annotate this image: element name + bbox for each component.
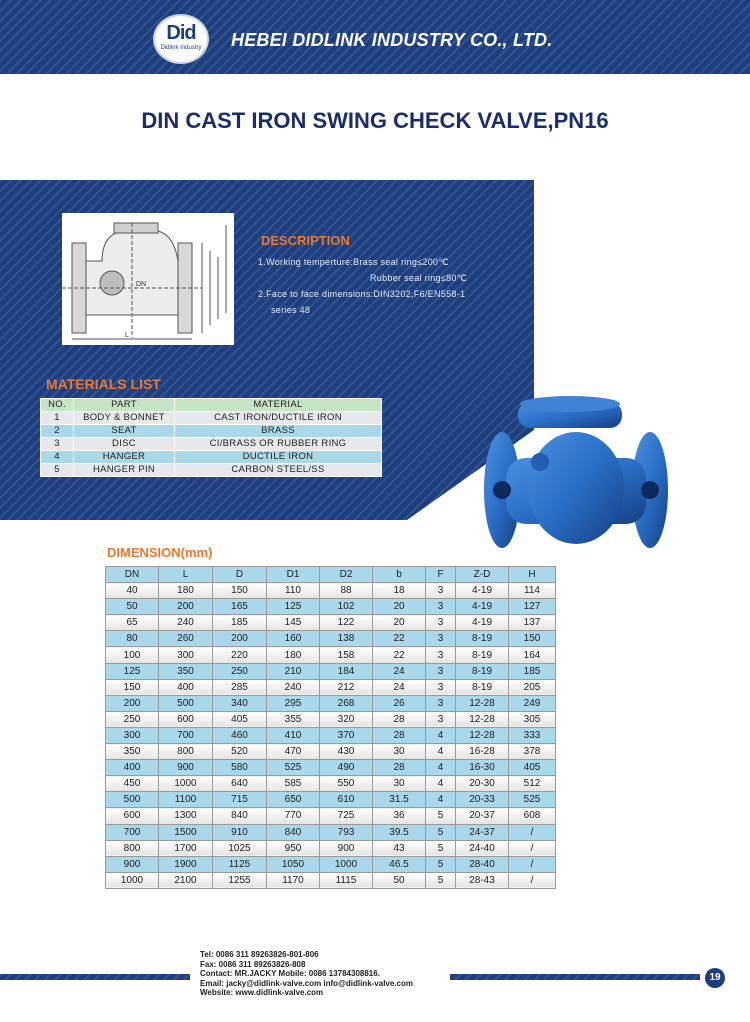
table-cell: 12-28 — [456, 695, 509, 711]
table-cell: 4 — [426, 760, 456, 776]
table-cell: 840 — [213, 808, 267, 824]
table-cell: 24 — [373, 679, 426, 695]
table-cell: 1050 — [267, 856, 320, 872]
dimension-table — [105, 566, 556, 889]
table-cell: 200 — [159, 599, 213, 615]
table-cell: 800 — [106, 840, 159, 856]
table-cell: 3 — [426, 679, 456, 695]
table-cell: 16-30 — [456, 760, 509, 776]
dimension-table-body — [106, 583, 556, 889]
table-cell: 3 — [426, 615, 456, 631]
table-cell: 8-19 — [456, 679, 509, 695]
table-cell: 5 — [41, 464, 74, 477]
header-cell: D — [213, 567, 267, 583]
company-logo — [153, 14, 209, 64]
header-cell: Z-D — [456, 567, 509, 583]
table-cell: 46.5 — [373, 856, 426, 872]
header-cell: NO. — [41, 399, 74, 412]
table-cell: 212 — [320, 679, 373, 695]
table-cell: 180 — [159, 583, 213, 599]
valve-illustration-svg — [478, 396, 674, 552]
table-cell: 4-19 — [456, 583, 509, 599]
description-line: 2.Face to face dimensions:DIN3202,F6/EN558-1 — [258, 289, 466, 299]
table-row — [106, 599, 556, 615]
header-cell: F — [426, 567, 456, 583]
header-banner — [0, 0, 750, 74]
dimension-heading: DIMENSION(mm) — [107, 545, 213, 560]
header-cell: D1 — [267, 567, 320, 583]
table-cell: DUCTILE IRON — [175, 451, 382, 464]
table-cell: 460 — [213, 727, 267, 743]
table-row — [106, 792, 556, 808]
table-cell: 31.5 — [373, 792, 426, 808]
table-row — [106, 824, 556, 840]
table-cell: 158 — [320, 647, 373, 663]
table-cell: 520 — [213, 744, 267, 760]
table-row — [106, 727, 556, 743]
table-cell: 88 — [320, 583, 373, 599]
description-line: 1.Working temperture:Brass seal ring≤200℃ — [258, 257, 449, 267]
table-cell: 3 — [426, 647, 456, 663]
table-cell: 80 — [106, 631, 159, 647]
table-cell: 305 — [509, 711, 556, 727]
table-cell: 405 — [213, 711, 267, 727]
company-name: HEBEI DIDLINK INDUSTRY CO., LTD. — [231, 30, 553, 50]
table-cell: 725 — [320, 808, 373, 824]
table-cell: 28 — [373, 727, 426, 743]
table-cell: 900 — [106, 856, 159, 872]
table-cell: 1700 — [159, 840, 213, 856]
table-cell: 200 — [213, 631, 267, 647]
table-cell: 12-28 — [456, 711, 509, 727]
table-cell: 1100 — [159, 792, 213, 808]
table-cell: 24-37 — [456, 824, 509, 840]
header-cell: PART — [74, 399, 175, 412]
table-cell: CI/BRASS OR RUBBER RING — [175, 438, 382, 451]
page-number: 19 — [705, 968, 725, 988]
table-cell: 43 — [373, 840, 426, 856]
table-cell: 65 — [106, 615, 159, 631]
table-cell: 4 — [41, 451, 74, 464]
table-cell: 8-19 — [456, 647, 509, 663]
description-line: Rubber seal ring≤80℃ — [370, 273, 468, 283]
table-row — [106, 647, 556, 663]
footer-bar-right — [450, 974, 700, 980]
contact-line: Fax: 0086 311 89263826-808 — [200, 959, 306, 969]
table-cell: 185 — [213, 615, 267, 631]
table-cell: 2 — [41, 425, 74, 438]
table-cell: 350 — [106, 744, 159, 760]
table-cell: / — [509, 872, 556, 888]
table-cell: 600 — [106, 808, 159, 824]
drawing-label-l: L — [125, 332, 129, 339]
table-cell: 127 — [509, 599, 556, 615]
table-row — [106, 583, 556, 599]
table-cell: 350 — [159, 663, 213, 679]
table-cell: 102 — [320, 599, 373, 615]
table-cell: 1255 — [213, 872, 267, 888]
table-cell: 22 — [373, 647, 426, 663]
table-cell: 715 — [213, 792, 267, 808]
table-cell: 150 — [509, 631, 556, 647]
table-cell: 333 — [509, 727, 556, 743]
table-cell: 145 — [267, 615, 320, 631]
table-cell: 210 — [267, 663, 320, 679]
table-row — [106, 679, 556, 695]
contact-line: Website: www.didlink-valve.com — [200, 988, 324, 997]
table-cell: 24-40 — [456, 840, 509, 856]
table-cell: 793 — [320, 824, 373, 840]
table-cell: 8-19 — [456, 663, 509, 679]
table-row — [106, 631, 556, 647]
description-line: series 48 — [271, 305, 311, 315]
table-cell: 800 — [159, 744, 213, 760]
table-cell: 4 — [426, 776, 456, 792]
table-row — [41, 412, 382, 425]
table-row — [106, 840, 556, 856]
table-cell: 114 — [509, 583, 556, 599]
table-cell: 300 — [106, 727, 159, 743]
table-cell: 200 — [106, 695, 159, 711]
table-cell: 268 — [320, 695, 373, 711]
table-cell: 525 — [267, 760, 320, 776]
table-row — [106, 776, 556, 792]
table-cell: 4 — [426, 792, 456, 808]
table-cell: 16-28 — [456, 744, 509, 760]
table-cell: 1115 — [320, 872, 373, 888]
table-cell: 400 — [106, 760, 159, 776]
table-cell: / — [509, 840, 556, 856]
table-cell: 295 — [267, 695, 320, 711]
table-cell: SEAT — [74, 425, 175, 438]
table-cell: 220 — [213, 647, 267, 663]
table-cell: 100 — [106, 647, 159, 663]
table-cell: 36 — [373, 808, 426, 824]
table-cell: 490 — [320, 760, 373, 776]
header-cell: H — [509, 567, 556, 583]
table-cell: 3 — [426, 711, 456, 727]
table-cell: 525 — [509, 792, 556, 808]
header-cell: MATERIAL — [175, 399, 382, 412]
table-cell: 430 — [320, 744, 373, 760]
table-header-row — [106, 567, 556, 583]
table-cell: 5 — [426, 840, 456, 856]
contact-line: Tel: 0086 311 89263826-801-806 — [200, 950, 319, 959]
table-cell: 1500 — [159, 824, 213, 840]
table-cell: 355 — [267, 711, 320, 727]
table-cell: 125 — [267, 599, 320, 615]
table-cell: 138 — [320, 631, 373, 647]
table-cell: 1000 — [320, 856, 373, 872]
table-cell: 18 — [373, 583, 426, 599]
table-cell: 20-37 — [456, 808, 509, 824]
table-cell: 285 — [213, 679, 267, 695]
table-cell: 1300 — [159, 808, 213, 824]
table-row — [106, 872, 556, 888]
table-row — [106, 663, 556, 679]
table-cell: 50 — [106, 599, 159, 615]
table-cell: 125 — [106, 663, 159, 679]
table-cell: HANGER PIN — [74, 464, 175, 477]
description-heading: DESCRIPTION — [261, 233, 350, 248]
table-cell: 3 — [426, 631, 456, 647]
table-cell: 8-19 — [456, 631, 509, 647]
table-cell: 300 — [159, 647, 213, 663]
table-cell: 24 — [373, 663, 426, 679]
table-cell: 500 — [106, 792, 159, 808]
table-cell: 378 — [509, 744, 556, 760]
table-cell: 950 — [267, 840, 320, 856]
table-cell: 28 — [373, 760, 426, 776]
technical-drawing — [62, 213, 234, 345]
table-cell: 1025 — [213, 840, 267, 856]
table-cell: 1000 — [159, 776, 213, 792]
table-row — [106, 711, 556, 727]
table-cell: DISC — [74, 438, 175, 451]
contact-line: Email: jacky@didlink-valve.com info@didlink-valve.com — [200, 978, 413, 988]
table-cell: 39.5 — [373, 824, 426, 840]
table-cell: 28-43 — [456, 872, 509, 888]
table-cell: 610 — [320, 792, 373, 808]
table-cell: 5 — [426, 872, 456, 888]
table-cell: 3 — [426, 695, 456, 711]
table-cell: 4-19 — [456, 615, 509, 631]
table-cell: 3 — [426, 583, 456, 599]
table-cell: 1900 — [159, 856, 213, 872]
table-cell: 12-28 — [456, 727, 509, 743]
table-cell: 20 — [373, 599, 426, 615]
table-cell: BODY & BONNET — [74, 412, 175, 425]
table-row — [106, 615, 556, 631]
table-cell: 600 — [159, 711, 213, 727]
table-cell: 5 — [426, 856, 456, 872]
valve-drawing-svg — [62, 213, 234, 345]
table-cell: 320 — [320, 711, 373, 727]
table-cell: 185 — [509, 663, 556, 679]
table-cell: 585 — [267, 776, 320, 792]
table-cell: 910 — [213, 824, 267, 840]
table-cell: 205 — [509, 679, 556, 695]
table-cell: 240 — [267, 679, 320, 695]
table-cell: 260 — [159, 631, 213, 647]
table-cell: 3 — [41, 438, 74, 451]
table-cell: BRASS — [175, 425, 382, 438]
table-cell: 770 — [267, 808, 320, 824]
table-cell: 4-19 — [456, 599, 509, 615]
table-cell: 28 — [373, 711, 426, 727]
table-row — [106, 856, 556, 872]
table-cell: 28-40 — [456, 856, 509, 872]
table-cell: 160 — [267, 631, 320, 647]
table-cell: 405 — [509, 760, 556, 776]
table-cell: 2100 — [159, 872, 213, 888]
table-cell: 184 — [320, 663, 373, 679]
table-cell: 20-33 — [456, 792, 509, 808]
table-cell: 5 — [426, 808, 456, 824]
table-cell: 240 — [159, 615, 213, 631]
table-cell: 150 — [213, 583, 267, 599]
table-cell: 550 — [320, 776, 373, 792]
table-cell: 122 — [320, 615, 373, 631]
header-cell: DN — [106, 567, 159, 583]
table-cell: 164 — [509, 647, 556, 663]
table-cell: 249 — [509, 695, 556, 711]
table-cell: 470 — [267, 744, 320, 760]
logo-subtext: Didlink Industry — [160, 45, 202, 51]
table-cell: 20-30 — [456, 776, 509, 792]
table-cell: 840 — [267, 824, 320, 840]
table-cell: 410 — [267, 727, 320, 743]
table-cell: 26 — [373, 695, 426, 711]
table-row — [41, 425, 382, 438]
table-cell: 110 — [267, 583, 320, 599]
table-cell: 700 — [159, 727, 213, 743]
table-row — [106, 695, 556, 711]
table-cell: 250 — [213, 663, 267, 679]
table-cell: CAST IRON/DUCTILE IRON — [175, 412, 382, 425]
table-cell: 50 — [373, 872, 426, 888]
page-title: DIN CAST IRON SWING CHECK VALVE,PN16 — [141, 108, 609, 133]
table-row — [41, 438, 382, 451]
valve-product-image — [478, 396, 674, 552]
materials-table — [40, 398, 382, 477]
table-row — [106, 744, 556, 760]
table-cell: 400 — [159, 679, 213, 695]
table-cell: 180 — [267, 647, 320, 663]
table-cell: 340 — [213, 695, 267, 711]
table-cell: 900 — [159, 760, 213, 776]
table-cell: 700 — [106, 824, 159, 840]
table-cell: 1125 — [213, 856, 267, 872]
header-cell: D2 — [320, 567, 373, 583]
table-cell: 900 — [320, 840, 373, 856]
table-cell: 1000 — [106, 872, 159, 888]
table-cell: 22 — [373, 631, 426, 647]
table-cell: 3 — [426, 599, 456, 615]
table-cell: 650 — [267, 792, 320, 808]
table-cell: / — [509, 824, 556, 840]
table-cell: 5 — [426, 824, 456, 840]
materials-heading: MATERIALS LIST — [46, 376, 161, 392]
table-cell: CARBON STEEL/SS — [175, 464, 382, 477]
table-cell: 4 — [426, 744, 456, 760]
table-header-row — [41, 399, 382, 412]
header-cell: L — [159, 567, 213, 583]
table-cell: 370 — [320, 727, 373, 743]
table-row — [106, 808, 556, 824]
logo-mark: Did — [166, 22, 196, 44]
table-cell: 608 — [509, 808, 556, 824]
table-cell: HANGER — [74, 451, 175, 464]
table-cell: 150 — [106, 679, 159, 695]
table-cell: 500 — [159, 695, 213, 711]
table-row — [41, 451, 382, 464]
table-cell: 30 — [373, 744, 426, 760]
table-cell: 20 — [373, 615, 426, 631]
contact-block — [200, 950, 413, 998]
table-cell: 137 — [509, 615, 556, 631]
table-row — [106, 760, 556, 776]
table-cell: 450 — [106, 776, 159, 792]
table-cell: 250 — [106, 711, 159, 727]
table-cell: 580 — [213, 760, 267, 776]
table-cell: 165 — [213, 599, 267, 615]
table-cell: 512 — [509, 776, 556, 792]
table-cell: 640 — [213, 776, 267, 792]
drawing-label-dn: DN — [136, 281, 147, 288]
footer-bar-left — [0, 974, 190, 980]
table-cell: 30 — [373, 776, 426, 792]
table-row — [41, 464, 382, 477]
table-cell: 3 — [426, 663, 456, 679]
table-cell: 4 — [426, 727, 456, 743]
header-cell: b — [373, 567, 426, 583]
table-cell: 1 — [41, 412, 74, 425]
table-cell: 40 — [106, 583, 159, 599]
table-cell: 1170 — [267, 872, 320, 888]
contact-line: Contact: MR.JACKY Mobile: 0086 13784308816. — [200, 969, 380, 978]
table-cell: / — [509, 856, 556, 872]
